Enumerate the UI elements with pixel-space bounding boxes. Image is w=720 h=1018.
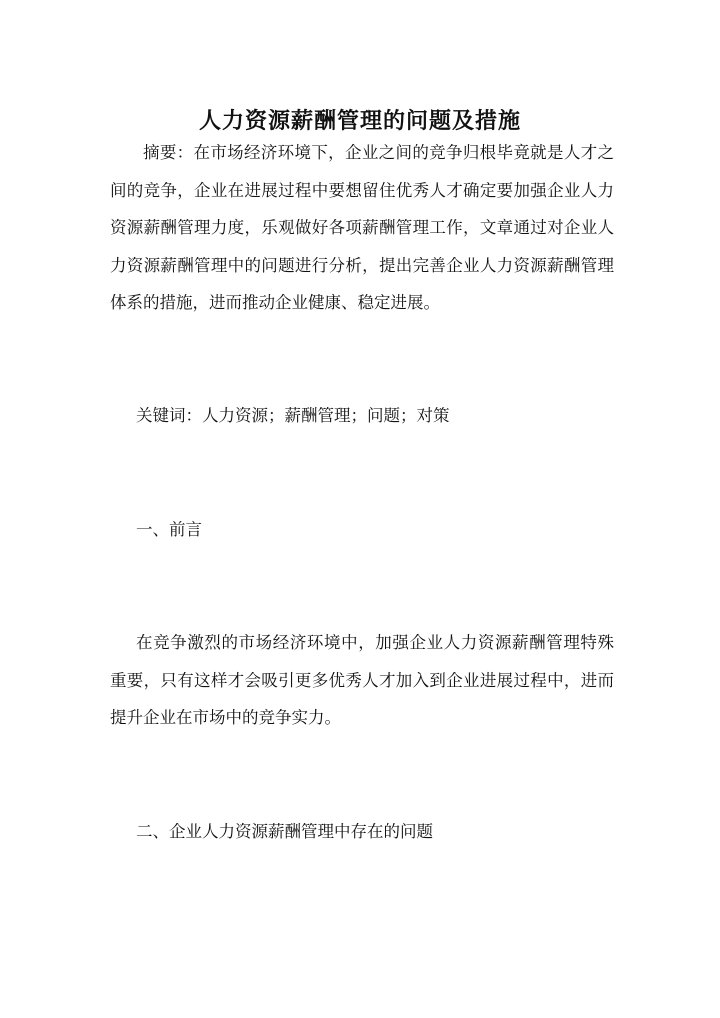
abstract-paragraph: 摘要：在市场经济环境下，企业之间的竞争归根毕竟就是人才之间的竞争，企业在进展过程中要想留住优秀人才确定要加强企业人力资源薪酬管理力度，乐观做好各项薪酬管理工作，文章通过对企业人力资源薪酬管理中的问题进行分析，提出完善企业人力资源薪酬管理体系的措施，进而推动企业健康、稳定进展。 (110, 143, 614, 312)
section-heading-problems: 二、企业人力资源薪酬管理中存在的问题 (136, 822, 433, 841)
preface-paragraph: 在竞争激烈的市场经济环境中，加强企业人力资源薪酬管理特殊重要，只有这样才会吸引更多优秀人才加入到企业进展过程中，进而提升企业在市场中的竞争实力。 (110, 633, 614, 727)
section-heading-preface: 一、前言 (136, 520, 202, 539)
keywords-line: 关键词：人力资源；薪酬管理；问题；对策 (136, 406, 450, 425)
document-title: 人力资源薪酬管理的问题及措施 (198, 107, 521, 134)
